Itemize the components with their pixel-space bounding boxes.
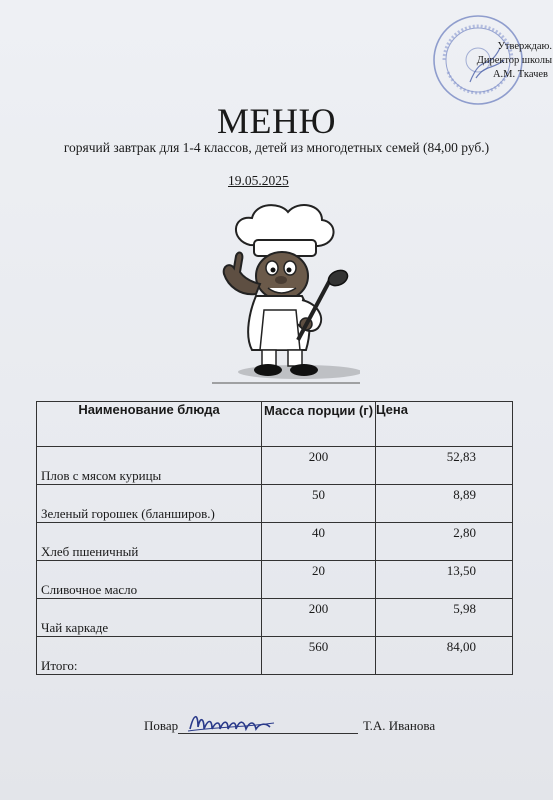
cook-name: Т.А. Иванова [363, 718, 436, 733]
dish-price: 8,89 [376, 485, 513, 523]
dish-mass: 20 [262, 561, 376, 599]
dish-mass: 40 [262, 523, 376, 561]
dish-mass: 50 [262, 485, 376, 523]
dish-name: Сливочное масло [41, 582, 138, 597]
table-header-row [37, 402, 513, 447]
total-label: Итого: [41, 658, 78, 673]
dish-name-cell [37, 523, 262, 561]
dish-name-cell [37, 599, 262, 637]
dish-name-cell [37, 561, 262, 599]
page-title: МЕНЮ [217, 101, 336, 141]
total-price: 84,00 [376, 637, 513, 675]
dish-price: 5,98 [376, 599, 513, 637]
column-header-price: Цена [376, 402, 513, 447]
dish-price: 52,83 [376, 447, 513, 485]
cook-role-label: Повар [144, 718, 179, 733]
dish-price: 13,50 [376, 561, 513, 599]
column-header-mass: Масса порции (г) [262, 402, 376, 447]
menu-table [36, 401, 513, 675]
dish-name: Хлеб пшеничный [41, 544, 139, 559]
dish-name: Зеленый горошек (бланширов.) [41, 506, 215, 521]
approval-position: Директор школы [476, 55, 552, 66]
dish-mass: 200 [262, 599, 376, 637]
table-row [37, 599, 513, 637]
total-label-cell [37, 637, 262, 675]
table-row [37, 561, 513, 599]
dish-name-cell [37, 447, 262, 485]
dish-name: Плов с мясом курицы [41, 468, 162, 483]
table-row [37, 485, 513, 523]
column-header-dish: Наименование блюда [37, 402, 262, 447]
page-subtitle: горячий завтрак для 1-4 классов, детей из многодетных семей (84,00 руб.) [63, 140, 490, 155]
handwritten-signature [186, 707, 276, 737]
table-total-row [37, 637, 513, 675]
approval-line: Утверждаю. [497, 41, 552, 52]
table-row [37, 523, 513, 561]
dish-name: Чай каркаде [41, 620, 109, 635]
approval-block [440, 40, 552, 82]
director-name: А.М. Ткачев [492, 69, 548, 80]
dish-name-cell [37, 485, 262, 523]
menu-date: 19.05.2025 [228, 173, 289, 188]
table-row [37, 447, 513, 485]
chef-illustration [210, 200, 360, 385]
total-mass: 560 [262, 637, 376, 675]
dish-price: 2,80 [376, 523, 513, 561]
dish-mass: 200 [262, 447, 376, 485]
